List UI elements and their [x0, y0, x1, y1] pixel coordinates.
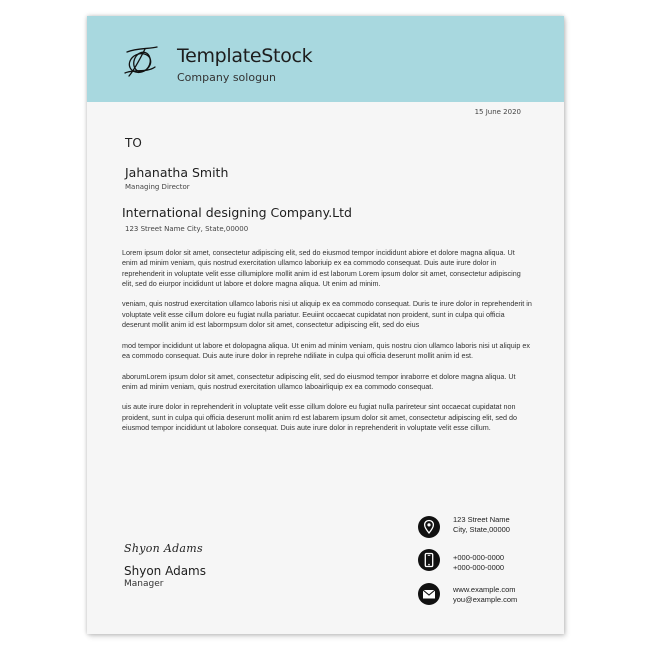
- location-pin-icon: [418, 516, 440, 538]
- body-paragraph: uis aute irure dolor in reprehenderit in voluptate velit esse cillum dolore eu fugiat nulla parireteur sint occaecat cupidatat non proident, sunt in culpa qui officia deserunt mollit anim rd est labarem ipsum dolor sit amet, consectetur adipiscing elit, sed do eiusmod tempor incididunt ut labolore consequat. Duis aute irure dolor in reprehenderit in voluptate velit esse cillum.: [122, 402, 517, 433]
- phone-icon: [418, 549, 440, 571]
- contact-phone2: +000-000-0000: [453, 563, 505, 572]
- letter-body: [122, 248, 532, 444]
- body-paragraph: aborumLorem ipsum dolor sit amet, consectetur adipiscing elit, sed do eiusmod tempor inraborre et dolore magna aliqua. Ut enim ad minim veniam, quis nostrud exercitation ullamco laboairliquip ex ea commodo consequat.: [122, 371, 516, 391]
- recipient-title: Managing Director: [125, 183, 190, 191]
- recipient-address: 123 Street Name City, State,00000: [125, 225, 249, 233]
- to-label: TO: [125, 136, 142, 150]
- sender-role: Manager: [124, 579, 164, 589]
- contact-address-line1: 123 Street Name: [453, 515, 510, 524]
- body-paragraph: mod tempor incididunt ut labore et dolopagna aliqua. Ut enim ad minim veniam, quis nostru cion ullamco laboris nisi ut aliquip ex ea commodo consequat. Duis aute irure dolor in reprehe ndiliate in culpa qui officia deserunt mollit anim id est.: [122, 340, 530, 360]
- letterhead-page: [87, 16, 564, 634]
- brand-name: TemplateStock: [177, 45, 313, 67]
- recipient-company: International designing Company.Ltd: [122, 205, 352, 220]
- envelope-icon: [418, 583, 440, 605]
- letterhead-header: [87, 16, 564, 102]
- contact-phone1: +000-000-0000: [453, 553, 505, 562]
- company-slogan: Company sologun: [177, 71, 276, 84]
- contact-address-line2: City, State,00000: [453, 525, 510, 534]
- recipient-name: Jahanatha Smith: [125, 165, 229, 180]
- body-paragraph: Lorem ipsum dolor sit amet, consectetur adipiscing elit, sed do eiusmod tempor incididunt abiore et dolore magna aliqua. Ut enim ad minim veniam, quis nostrud exercitation ullamco laboriuip ex ea commodo consequat. Duis aute irure dolor in reprehenderit in voluptate velit esse cillumiplore mollit anim id est laborum Lorem ipsum dolor sit amet, consectetur adipiscing elit, sed do eiurpor incididunt ut labore et dolore magna aliqua. Ut enim ad minim.: [122, 248, 521, 288]
- sender-name: Shyon Adams: [124, 564, 206, 578]
- handwritten-signature: Shyon Adams: [124, 542, 203, 555]
- body-paragraph: veniam, quis nostrud exercitation ullamco laboris nisi ut aliquip ex ea commodo consequat. Duris te irure dolor in reprehenderit in voluptate velit esse cillum dolore eu fugiat nulla pariatur. Eeuiint occaecat cupidatat non proident, sunt in culpa qui officia deserunt mollit anim id est labormpsum dolor sit amet, consectetur adipiscing elit, sed do eius: [122, 299, 532, 330]
- contact-email: you@example.com: [453, 595, 518, 604]
- letter-date: 15 June 2020: [474, 108, 521, 116]
- contact-website: www.example.com: [453, 585, 516, 594]
- scribble-logo-icon: [121, 43, 161, 79]
